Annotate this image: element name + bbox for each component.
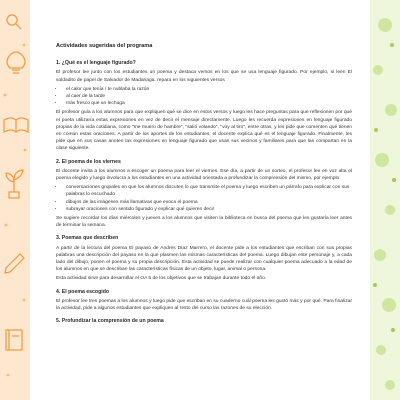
right-border-pattern [370,0,400,400]
bullet-list [56,86,352,108]
list-item: • dibujos de las imágenes más llamativas que evoca el poema [64,199,352,206]
list-item: • al caer de la tarde [64,93,352,100]
left-border-illustrations [0,0,30,400]
section-5 [56,318,352,325]
section-heading: 5. Profundizar la comprensión de un poema [56,318,164,325]
section-paragraph: A partir de la lectura del poema El payaso de Andrés Díaz Marrero, el docente pide a los estudiantes que escriban con sus propias palabras una descripción del payaso en la que plasmen las mismas características del poema. Luego dibujan este personaje y, a cada lado del dibujo, ponen el poema y su propia descripción. Esta actividad se puede realizar con cualquier poema adecuado a la edad de los alumnos en que se describan las características físicas de un objeto, lugar, animal o persona. [56,245,352,273]
list-item: • el calor que tenía / te nublaba la razón [64,86,352,93]
section-paragraph: El profesor lee junto con los estudiantes un poema y destaca versos en los que se usa lenguaje figurado. Por ejemplo, si leen El soldadito de papel de Salvador de Madariaga, repara en los siguientes versos [56,70,352,83]
section-paragraph: El profesor lee tres poemas a los alumnos y luego pide que escriban en su cuaderno cuál poema les gustó más y por qué. Para finalizar la actividad, pide a algunos estudiantes que expliquen al resto del curso las razones de su elección. [56,298,352,312]
section-heading: 3. Poemas que describen [56,235,119,242]
section-4 [56,289,352,313]
section-paragraph: Esta actividad sirve para desarrollar el OA 5 de los objetivos que se trabajan durante todo el año. [56,276,267,282]
section-heading: 1. ¿Qué es el lenguaje figurado? [56,60,136,67]
section-heading: 4. El poema escogido [56,288,110,295]
list-item: • subrayar oraciones con sentido figurado y explicar qué quieren decir [64,206,352,213]
section-paragraph: El docente invita a los alumnos a escoger un poema para leer el viernes. Ese día, a partir de un sorteo, el profesor lee en voz alta el poema elegido y luego involucra a los estudiantes en una actividad orientada a profundizar la comprensión del mismo, por ejemplo [56,168,352,182]
list-item: • conversaciones grupales en que los alumnos discuten lo que transmite el poema y luego escriben un párrafo para explicar con sus palabras lo escuchado [64,184,352,198]
section-heading: 2. El poema de los viernes [56,158,121,165]
section-paragraph: Se sugiere recordar los días miércoles y jueves a los alumnos que visiten la biblioteca en busca del poema que les gustaría leer antes de terminar la semana. [56,216,352,229]
list-item: • más fresco que un lechuga [64,100,352,107]
section-paragraph: El profesor guía a los alumnos para que expliquen qué se dice en estos versos y luego les hace preguntas para que reflexionen por qué el poeta utilizaría estas expresiones en vez de decir el mensaje directamente. Luego les recuerda expresiones en lenguaje figurado propias de la vida cotidiana, como "me muero de hambre", "salió volando", "voy al tiro", entre otras, y les pide que comenten qué tienen en común estas oraciones. A partir de los aportes de los estudiantes, el docente explica qué es el lenguaje figurado. Finalmente, les pide que en sus casas anoten las expresiones en lenguaje figurado que usan sus vecinos y familiares para que las compartan en la clase siguiente. [56,110,352,152]
page-title: Actividades sugeridas del programa [56,43,153,49]
section-1 [56,60,352,152]
document-content [56,43,352,332]
bullet-list [56,184,352,213]
left-decorative-border [0,0,30,400]
section-3 [56,235,352,282]
right-decorative-border [370,0,400,400]
section-2 [56,159,352,230]
